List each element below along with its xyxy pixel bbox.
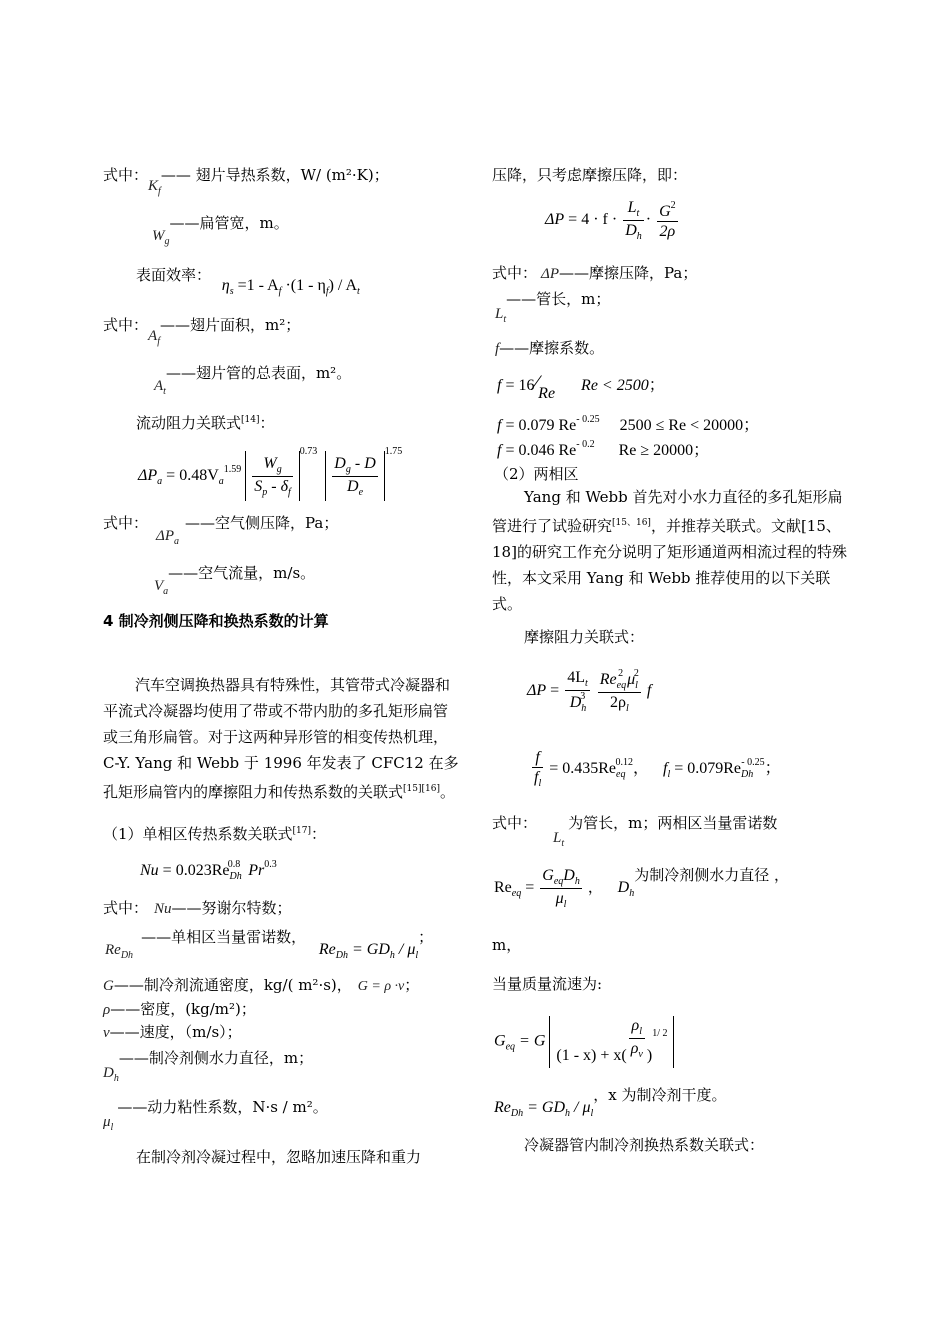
definition-text: 为管长，m；两相区当量雷诺数 <box>568 814 778 832</box>
paragraph-intro <box>103 672 461 805</box>
flow-resistance-label <box>136 414 275 432</box>
sub-text: f <box>157 336 160 347</box>
right-line-lt-2 <box>492 814 777 850</box>
kf-symbol <box>148 178 161 197</box>
sub-text: Dh <box>741 768 754 780</box>
frac-num <box>623 198 644 221</box>
den-text: 2ρ <box>659 223 676 240</box>
prefix-text: 式中： <box>103 514 149 532</box>
eq-lhs: G <box>494 1032 506 1050</box>
right-line-lt <box>495 290 610 326</box>
num-text: D <box>563 867 575 884</box>
eq-lhs: f <box>497 417 502 434</box>
eq-cond: Re < 2500 <box>581 377 649 394</box>
definition-text: ——摩擦系数。 <box>499 339 605 357</box>
eq-part: (1 - x) + x( <box>556 1047 627 1065</box>
dh-symbol <box>103 1065 119 1084</box>
lt-symbol <box>495 306 507 325</box>
sup-text: - 0.2 <box>576 439 595 450</box>
sup-text: - 0.25 <box>576 414 600 425</box>
left-line-wg <box>152 214 289 248</box>
den-text: D <box>625 222 637 239</box>
slash: ⁄ <box>534 370 539 395</box>
sym-text: μ <box>103 1114 111 1130</box>
friction-turbulent-equation <box>497 439 709 460</box>
sym-text: L <box>553 830 562 846</box>
sub-text: h <box>389 950 395 961</box>
den-text: ρ <box>630 1040 639 1057</box>
fraction-lt-dh <box>623 198 644 243</box>
sub-text: eq <box>505 1041 516 1053</box>
left-line-kf <box>103 166 389 198</box>
frac-den <box>565 691 590 715</box>
frac-den <box>252 477 293 499</box>
sub-text: h <box>113 1073 119 1084</box>
mu-symbol <box>103 1114 114 1133</box>
num-text: D <box>334 455 346 473</box>
citation: [15][16] <box>403 784 440 794</box>
sup-text: 3 <box>580 691 586 702</box>
frac-num <box>598 668 641 693</box>
eq-rhs: = 0.079Re <box>670 759 742 777</box>
sub-text: t <box>357 286 360 297</box>
left-line-g <box>103 976 419 996</box>
sub-text: eq <box>553 876 564 887</box>
paragraph-text: Yang 和 Webb 首先对小水力直径的多孔矩形扁管进行了试验研究 <box>492 488 843 535</box>
sym-text: ΔP <box>156 528 174 544</box>
sym-text: D <box>103 1065 114 1081</box>
citation: [14] <box>241 415 260 425</box>
right-line-1: 压降，只考虑摩擦压降，即： <box>492 166 688 184</box>
separator: ， <box>632 759 649 777</box>
eq-coef: = 0.48V <box>162 467 219 484</box>
right-line-req <box>494 866 789 911</box>
sub-text: f <box>325 286 329 297</box>
den-text: 2ρ <box>609 694 626 711</box>
bracket-group-1 <box>245 451 300 501</box>
friction-transition-equation <box>497 414 759 435</box>
mass-flux-label: 当量质量流速为: <box>492 975 603 993</box>
dp-symbol: ΔP <box>541 266 559 282</box>
semicolon: ； <box>418 928 434 946</box>
left-line-mu <box>103 1098 328 1134</box>
sub-text: g <box>345 464 351 476</box>
left-line-nu <box>103 899 292 918</box>
surface-efficiency-line <box>136 266 360 298</box>
left-line-rho <box>103 1000 256 1019</box>
sub-text: h <box>629 888 635 900</box>
citation: [15、16] <box>612 518 651 528</box>
left-line-dpa <box>103 514 338 548</box>
prefix-text: 式中： <box>492 814 538 832</box>
eq-part: ) / A <box>328 277 358 294</box>
sub-text: e <box>358 487 364 499</box>
eta-symbol: η <box>221 277 230 294</box>
eq-mid: = 4 · f · <box>564 211 618 229</box>
sub-text: t <box>584 678 588 689</box>
num-text: f <box>535 749 540 766</box>
eq-sign: = <box>546 682 564 700</box>
sub-text: l <box>590 1108 594 1119</box>
definition-text: ——翅片面积，m²； <box>159 316 301 334</box>
sub-text: h <box>581 703 587 714</box>
fraction-dg <box>332 454 377 499</box>
num-text: Re <box>599 671 617 688</box>
definition-text: ——密度，(kg/m²)； <box>110 1000 256 1018</box>
right-line-m: m， <box>492 936 522 954</box>
exponent: 0.73 <box>299 446 318 457</box>
sub-text: l <box>667 768 671 780</box>
sub-text: a <box>157 476 163 487</box>
eq-part: ) <box>646 1047 653 1065</box>
sym-text: V <box>154 578 164 594</box>
label-text: 流动阻力关联式 <box>136 414 242 432</box>
sym-text: D <box>617 879 630 897</box>
nu-symbol: Nu <box>154 901 172 917</box>
frac-den <box>623 221 644 243</box>
surface-efficiency-equation <box>221 277 360 297</box>
definition-text: ，x 为制冷剂干度。 <box>593 1086 727 1104</box>
eq-lhs: ΔP <box>138 467 158 484</box>
sup-text: 1/ 2 <box>652 1028 668 1040</box>
paragraph-end: 。 <box>439 783 455 801</box>
label-text: 表面效率： <box>136 266 212 284</box>
num-text: μ <box>623 671 636 688</box>
citation: [17] <box>292 826 312 836</box>
sub-text: h <box>574 876 580 887</box>
sub-text: Dh <box>229 871 242 882</box>
sup-text: 0.3 <box>264 859 277 870</box>
left-line-at <box>154 364 351 398</box>
den-text: D <box>569 694 582 711</box>
num-text: ρ <box>631 1017 640 1034</box>
eq-lhs: ΔP <box>545 211 565 229</box>
eq-part: ·(1 - η <box>281 277 326 294</box>
af-symbol <box>148 328 160 347</box>
dpa-symbol <box>156 528 179 547</box>
sym-text: Re <box>105 942 121 958</box>
sub-text: f <box>288 487 291 499</box>
sub-text: l <box>415 950 419 961</box>
sub-text: l <box>635 680 638 691</box>
sub-text: h <box>636 231 642 242</box>
eq-mid: = 0.023Re <box>158 862 230 879</box>
den-text: D <box>347 478 359 496</box>
eq-num: = 16 <box>501 377 535 394</box>
lt-symbol <box>553 830 565 849</box>
sym-text: A <box>154 378 164 394</box>
frac-num <box>657 200 678 222</box>
left-line-v <box>103 1023 242 1042</box>
sub-text: eq <box>511 888 522 900</box>
eq-cond: 2500 ≤ Re < 20000 <box>619 417 744 434</box>
sub-text: a <box>218 476 224 487</box>
two-phase-label: （2）两相区 <box>494 465 579 483</box>
fraction-re-mu <box>598 668 641 715</box>
sub-text: eq <box>616 680 627 691</box>
sub-text: l <box>110 1122 114 1133</box>
sub-text: t <box>636 208 640 219</box>
eq-part: = GD <box>523 1099 566 1116</box>
eq-cond: Re ≥ 20000 <box>618 442 694 459</box>
definition-text: ——空气侧压降，Pa； <box>184 514 339 532</box>
eq-rhs: = 0.046 Re <box>501 442 577 459</box>
redh-symbol <box>105 942 134 961</box>
sub-text: l <box>625 703 629 714</box>
definition-text: 为制冷剂侧水力直径 ， <box>634 866 789 885</box>
sym-text: A <box>148 328 158 344</box>
prefix-text: 式中： <box>492 264 538 282</box>
sub-text: h <box>565 1108 571 1119</box>
condenser-correlation-label: 冷凝器管内制冷剂换热系数关联式： <box>524 1136 765 1154</box>
req-equation <box>494 867 588 910</box>
friction-laminar-equation <box>497 370 665 403</box>
semicolon: ； <box>764 759 781 777</box>
equivalent-mass-flux-equation <box>494 1016 674 1068</box>
fraction-g2 <box>657 200 678 241</box>
right-line-redh <box>494 1086 727 1120</box>
sub-text: g <box>164 236 170 247</box>
at-symbol <box>154 378 166 397</box>
left-line-af <box>103 316 300 348</box>
frac-den <box>532 768 543 790</box>
eq-part: Re <box>494 1099 511 1116</box>
semicolon: ； <box>743 417 760 434</box>
frac-den <box>540 889 582 911</box>
sub-text: a <box>163 586 169 597</box>
definition-text: ——单相区当量雷诺数， <box>141 928 307 946</box>
rho-symbol: ρ <box>103 1002 111 1018</box>
colon: ： <box>259 414 275 432</box>
g-symbol: G <box>103 978 114 994</box>
left-line-redh <box>105 928 433 962</box>
redh-equation <box>494 1099 594 1119</box>
air-pressure-drop-equation <box>138 446 402 501</box>
sub-text: s <box>229 286 234 297</box>
den-text: S <box>254 478 263 496</box>
sub-text: l <box>563 899 567 910</box>
eq-lhs: Re <box>494 879 512 897</box>
eq-rhs: = 0.079 Re <box>501 417 577 434</box>
fraction-f-fl <box>532 748 543 790</box>
sym-text: K <box>148 178 159 194</box>
frac-den <box>657 222 678 241</box>
exponent: 1.75 <box>384 446 403 457</box>
definition-text: ——摩擦压降，Pa； <box>558 264 698 282</box>
paragraph-text: 汽车空调换热器具有特殊性，其管带式冷凝器和平流式冷凝器均使用了带或不带内肋的多孔矩形扁管或三角形扁管。对于这两种异形管的相变传热机理，C-Y. Yang 和 Webb 于 1996 年发表了 CFC12 在多孔矩形扁管内的摩擦阻力和传热系数的关联式 <box>103 676 459 801</box>
num-text: L <box>627 199 637 216</box>
sub-text: eq <box>616 768 626 780</box>
definition-text: ——扁管宽，m。 <box>169 214 289 232</box>
paragraph-text: ，并推荐关联式。文献[15、18]的研究工作充分说明了矩形通道两相流过程的特殊性，本文采用 Yang 和 Webb 推荐使用的以下关联式。 <box>492 517 847 613</box>
sym-text: W <box>152 228 165 244</box>
redh-equation <box>318 941 419 961</box>
separator: ， <box>587 878 603 897</box>
eq-lhs: f <box>497 442 502 459</box>
eq-part: / μ <box>570 1099 591 1116</box>
friction-dp-equation: ΔP = 4 · f · $\frac{L_t}{D_h}$ · $\frac{G^2}{2\rho}$ <box>545 199 676 242</box>
paragraph-bottom: 在制冷剂冷凝过程中，忽略加速压降和重力 <box>136 1148 422 1166</box>
fraction-4lt <box>565 668 590 715</box>
va-symbol <box>154 578 169 597</box>
eq-part: / μ <box>394 941 416 958</box>
num-text: G <box>542 867 554 884</box>
paragraph-yang-webb <box>492 484 850 617</box>
sup-text: - 0.25 <box>741 756 765 768</box>
sub-text: a <box>173 536 179 547</box>
eq-part: Re <box>318 941 336 958</box>
frac-den <box>598 693 641 715</box>
left-line-va <box>154 564 315 598</box>
definition-text: ——制冷剂侧水力直径，m； <box>118 1049 314 1067</box>
label-text: （1）单相区传热系数关联式 <box>103 825 293 843</box>
definition-text: ——速度，（m/s）； <box>109 1023 242 1041</box>
num-text: - D <box>350 455 376 473</box>
prefix-text: 式中： <box>103 899 149 917</box>
sub-text: f <box>278 286 282 297</box>
sup-text: 2 <box>618 668 624 679</box>
eq-part: =1 - A <box>233 277 279 294</box>
frac-num <box>540 866 582 889</box>
frac-num <box>629 1016 645 1039</box>
eq-pr: Pr <box>244 862 265 879</box>
definition-text: ——努谢尔特数； <box>171 899 292 917</box>
eq-sign: = <box>521 879 539 897</box>
sub-text: t <box>503 314 507 325</box>
den-text: f <box>534 769 539 787</box>
eq-sign: = G <box>515 1032 546 1050</box>
definition-text: ——动力粘性系数，N·s / m²。 <box>117 1098 328 1116</box>
bracket-group <box>549 1016 674 1068</box>
fraction-geq-dh <box>540 866 582 911</box>
num-text: 4L <box>567 669 585 686</box>
section-heading: 4 制冷剂侧压降和换热系数的计算 <box>103 612 329 630</box>
sub-text: t <box>163 386 166 397</box>
frac-num <box>332 454 377 477</box>
sub-text: l <box>639 1026 643 1037</box>
semicolon: ； <box>648 377 665 394</box>
sub-text: f <box>158 186 161 197</box>
right-line-dp <box>492 264 697 283</box>
sub-text: Dh <box>510 1108 524 1119</box>
g-equation: G = ρ ·v <box>357 979 405 994</box>
eq-lhs: Nu <box>140 862 159 879</box>
dh-symbol <box>617 879 635 900</box>
friction-factor-ratio-equation <box>530 748 781 790</box>
prefix-text: 式中： <box>103 166 149 184</box>
sub-text: l <box>538 778 542 790</box>
sup-text: 2 <box>670 199 676 211</box>
frac-den <box>629 1039 645 1061</box>
sym-text: L <box>495 306 504 322</box>
eq-lhs: f <box>497 377 502 394</box>
right-line-f <box>495 339 604 358</box>
sup-text: 0.8 <box>227 859 241 870</box>
sub-text: t <box>561 838 565 849</box>
definition-text: ——管长，m； <box>506 290 611 308</box>
v-symbol: v <box>103 1025 110 1041</box>
two-phase-dp-equation <box>527 668 651 715</box>
eq-f: f <box>642 682 652 700</box>
eq-den: Re <box>538 385 556 402</box>
frac-num <box>565 668 590 691</box>
single-phase-label <box>103 825 326 843</box>
colon: ： <box>311 825 327 843</box>
left-line-dh <box>103 1049 313 1085</box>
sup-text: 2 <box>633 668 639 679</box>
definition-text: ——空气流量，m/s。 <box>168 564 316 582</box>
eq-lhs: ΔP <box>527 682 547 700</box>
eq-rhs: = 0.435Re <box>545 759 617 777</box>
den-text: μ <box>555 890 564 907</box>
num-text: G <box>659 202 671 220</box>
frac-num <box>532 748 543 768</box>
sub-text: g <box>276 464 282 476</box>
sup-text: 1.59 <box>223 464 242 475</box>
definition-text: ——翅片管的总表面，m²。 <box>165 364 352 382</box>
wg-symbol <box>152 228 170 247</box>
bracket-group-2 <box>325 451 384 501</box>
den-text: - δ <box>267 478 289 496</box>
prefix-text: 式中： <box>103 316 149 334</box>
sub-text: Dh <box>120 950 134 961</box>
sup-text: 0.12 <box>615 756 633 768</box>
semicolon: ； <box>693 442 710 459</box>
eq-lhs: f <box>663 759 668 777</box>
frac-num <box>252 454 293 477</box>
num-text: W <box>263 455 277 473</box>
semicolon: ； <box>404 976 420 994</box>
friction-resistance-label: 摩擦阻力关联式： <box>524 628 645 646</box>
nusselt-equation <box>140 859 277 883</box>
definition-text: ——制冷剂流通密度，kg/( m²·s)， <box>113 976 352 994</box>
sub-text: p <box>262 487 268 499</box>
f-symbol: f <box>495 341 500 357</box>
frac-den <box>332 477 377 499</box>
fraction-wg <box>252 454 293 499</box>
definition-text: —— 翅片导热系数，W/ (m²·K)； <box>160 166 389 184</box>
fraction-rho <box>629 1016 645 1061</box>
sub-text: v <box>638 1049 643 1060</box>
eq-part: = GD <box>347 941 390 958</box>
sub-text: Dh <box>335 950 348 961</box>
